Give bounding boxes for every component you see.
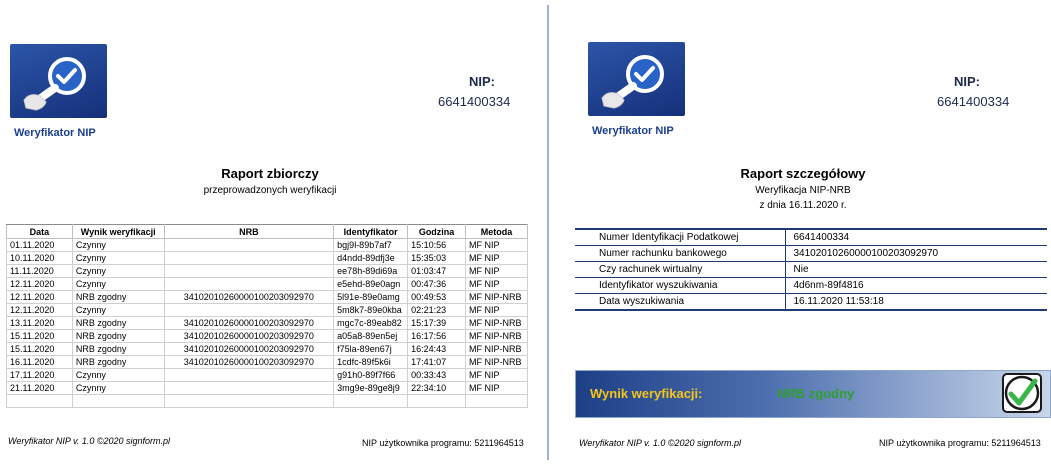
detail-report-page: [555, 0, 1051, 465]
table-row: [7, 317, 528, 330]
app-logo: [588, 42, 685, 116]
detail-row: [575, 262, 1047, 278]
detail-value: Nie: [785, 262, 1047, 278]
table-cell: 01:03:47: [408, 265, 466, 278]
table-row: [7, 382, 528, 395]
table-cell: 34102010260000100203092970: [164, 317, 334, 330]
table-cell: 1cdfc-89f5k6i: [334, 356, 408, 369]
verification-summary-table: [6, 224, 528, 408]
detail-label: Identyfikator wyszukiwania: [575, 278, 785, 294]
detail-value: 6641400334: [785, 229, 1047, 246]
detail-row: [575, 229, 1047, 246]
column-header: NRB: [164, 225, 334, 239]
table-cell: 00:49:53: [408, 291, 466, 304]
table-cell: MF NIP: [465, 278, 527, 291]
table-cell: NRB zgodny: [72, 356, 164, 369]
table-row: [7, 304, 528, 317]
result-label: Wynik weryfikacji:: [590, 386, 703, 401]
table-cell: MF NIP: [465, 239, 527, 252]
table-cell: MF NIP: [465, 265, 527, 278]
table-cell: [164, 278, 334, 291]
table-cell: 16.11.2020: [7, 356, 73, 369]
table-cell: MF NIP: [465, 252, 527, 265]
table-cell: [334, 395, 408, 408]
table-row: [7, 265, 528, 278]
table-cell: 15:10:56: [408, 239, 466, 252]
detail-value: 16.11.2020 11:53:18: [785, 294, 1047, 311]
table-cell: [408, 395, 466, 408]
detail-label: Numer rachunku bankowego: [575, 246, 785, 262]
table-cell: NRB zgodny: [72, 330, 164, 343]
table-cell: 22:34:10: [408, 382, 466, 395]
table-cell: [164, 252, 334, 265]
table-cell: 5m8k7-89e0kba: [334, 304, 408, 317]
table-row: [7, 356, 528, 369]
column-header: Godzina: [408, 225, 466, 239]
table-cell: 34102010260000100203092970: [164, 356, 334, 369]
table-cell: Czynny: [72, 252, 164, 265]
table-cell: [164, 304, 334, 317]
table-cell: 34102010260000100203092970: [164, 330, 334, 343]
table-cell: 15.11.2020: [7, 343, 73, 356]
table-cell: mgc7c-89eab82: [334, 317, 408, 330]
report-title: Raport zbiorczy: [221, 166, 319, 181]
table-cell: 01.11.2020: [7, 239, 73, 252]
table-cell: 12.11.2020: [7, 304, 73, 317]
logo-caption: Weryfikator NIP: [14, 127, 96, 139]
detail-row: [575, 294, 1047, 311]
report-subtitle: Weryfikacja NIP-NRB: [755, 185, 851, 196]
table-cell: 12.11.2020: [7, 291, 73, 304]
nip-value: 6641400334: [937, 94, 1010, 109]
table-row: [7, 291, 528, 304]
table-cell: 17.11.2020: [7, 369, 73, 382]
table-cell: Czynny: [72, 304, 164, 317]
verification-detail-table: [575, 228, 1047, 311]
table-cell: NRB zgodny: [72, 291, 164, 304]
logo-caption: Weryfikator NIP: [592, 125, 674, 137]
column-header: Identyfikator: [334, 225, 408, 239]
report-date: z dnia 16.11.2020 r.: [759, 200, 847, 211]
table-cell: 00:47:36: [408, 278, 466, 291]
table-row: [7, 239, 528, 252]
table-cell: 11.11.2020: [7, 265, 73, 278]
table-cell: 10.11.2020: [7, 252, 73, 265]
table-cell: NRB zgodny: [72, 317, 164, 330]
app-logo: [10, 44, 107, 118]
table-cell: MF NIP-NRB: [465, 291, 527, 304]
detail-value: 34102010260000100203092970: [785, 246, 1047, 262]
column-header: Metoda: [465, 225, 527, 239]
detail-label: Czy rachunek wirtualny: [575, 262, 785, 278]
table-cell: 15:35:03: [408, 252, 466, 265]
footer-copyright: Weryfikator NIP v. 1.0 ©2020 signform.pl: [8, 436, 171, 446]
table-cell: ee78h-89di69a: [334, 265, 408, 278]
table-cell: d4ndd-89dfj3e: [334, 252, 408, 265]
magnifier-check-icon: [10, 44, 107, 118]
table-cell: 21.11.2020: [7, 382, 73, 395]
table-cell: Czynny: [72, 265, 164, 278]
table-cell: 3mg9e-89ge8j9: [334, 382, 408, 395]
table-cell: bgj9l-89b7af7: [334, 239, 408, 252]
magnifier-check-icon: [588, 42, 685, 116]
table-cell: 16:24:43: [408, 343, 466, 356]
checkmark-icon: [1002, 373, 1042, 413]
table-cell: [72, 395, 164, 408]
table-cell: 17:41:07: [408, 356, 466, 369]
table-cell: MF NIP-NRB: [465, 343, 527, 356]
table-cell: MF NIP-NRB: [465, 330, 527, 343]
detail-label: Numer Identyfikacji Podatkowej: [575, 229, 785, 246]
column-header: Data: [7, 225, 73, 239]
table-cell: [164, 265, 334, 278]
table-cell: Czynny: [72, 382, 164, 395]
table-cell: [164, 395, 334, 408]
table-row: [7, 330, 528, 343]
detail-label: Data wyszukiwania: [575, 294, 785, 311]
table-cell: [7, 395, 73, 408]
page-divider: [547, 5, 549, 460]
report-title: Raport szczegółowy: [740, 166, 866, 181]
detail-row: [575, 278, 1047, 294]
table-cell: MF NIP: [465, 304, 527, 317]
table-cell: 34102010260000100203092970: [164, 291, 334, 304]
table-cell: [164, 239, 334, 252]
table-cell: 02:21:23: [408, 304, 466, 317]
table-header-row: [7, 225, 528, 239]
nip-value: 6641400334: [438, 94, 511, 109]
column-header: Wynik weryfikacji: [72, 225, 164, 239]
table-cell: 5l91e-89e0amg: [334, 291, 408, 304]
footer-copyright: Weryfikator NIP v. 1.0 ©2020 signform.pl: [579, 438, 742, 448]
table-cell: MF NIP-NRB: [465, 356, 527, 369]
nip-label: NIP:: [954, 74, 980, 89]
table-cell: g91h0-89f7f66: [334, 369, 408, 382]
table-cell: MF NIP-NRB: [465, 317, 527, 330]
footer-user-nip: NIP użytkownika programu: 5211964513: [879, 438, 1041, 448]
table-cell: 15:17:39: [408, 317, 466, 330]
detail-row: [575, 246, 1047, 262]
result-value: NRB zgodny: [777, 386, 855, 401]
table-cell: Czynny: [72, 369, 164, 382]
table-cell: [164, 369, 334, 382]
table-row: [7, 395, 528, 408]
detail-value: 4d6nm-89f4816: [785, 278, 1047, 294]
table-cell: 34102010260000100203092970: [164, 343, 334, 356]
table-cell: MF NIP: [465, 369, 527, 382]
table-cell: f75la-89en67j: [334, 343, 408, 356]
table-cell: MF NIP: [465, 382, 527, 395]
table-cell: e5ehd-89e0agn: [334, 278, 408, 291]
table-cell: a05a8-89en5ej: [334, 330, 408, 343]
table-cell: Czynny: [72, 239, 164, 252]
table-cell: 13.11.2020: [7, 317, 73, 330]
table-cell: 15.11.2020: [7, 330, 73, 343]
verification-result-banner: [575, 370, 1051, 418]
report-subtitle: przeprowadzonych weryfikacji: [203, 185, 337, 196]
table-row: [7, 252, 528, 265]
table-cell: NRB zgodny: [72, 343, 164, 356]
footer-user-nip: NIP użytkownika programu: 5211964513: [362, 438, 524, 448]
table-cell: 12.11.2020: [7, 278, 73, 291]
nip-label: NIP:: [469, 74, 495, 89]
table-cell: [164, 382, 334, 395]
table-row: [7, 278, 528, 291]
table-row: [7, 343, 528, 356]
table-row: [7, 369, 528, 382]
table-cell: 00:33:43: [408, 369, 466, 382]
table-cell: [465, 395, 527, 408]
table-cell: Czynny: [72, 278, 164, 291]
table-cell: 16:17:56: [408, 330, 466, 343]
